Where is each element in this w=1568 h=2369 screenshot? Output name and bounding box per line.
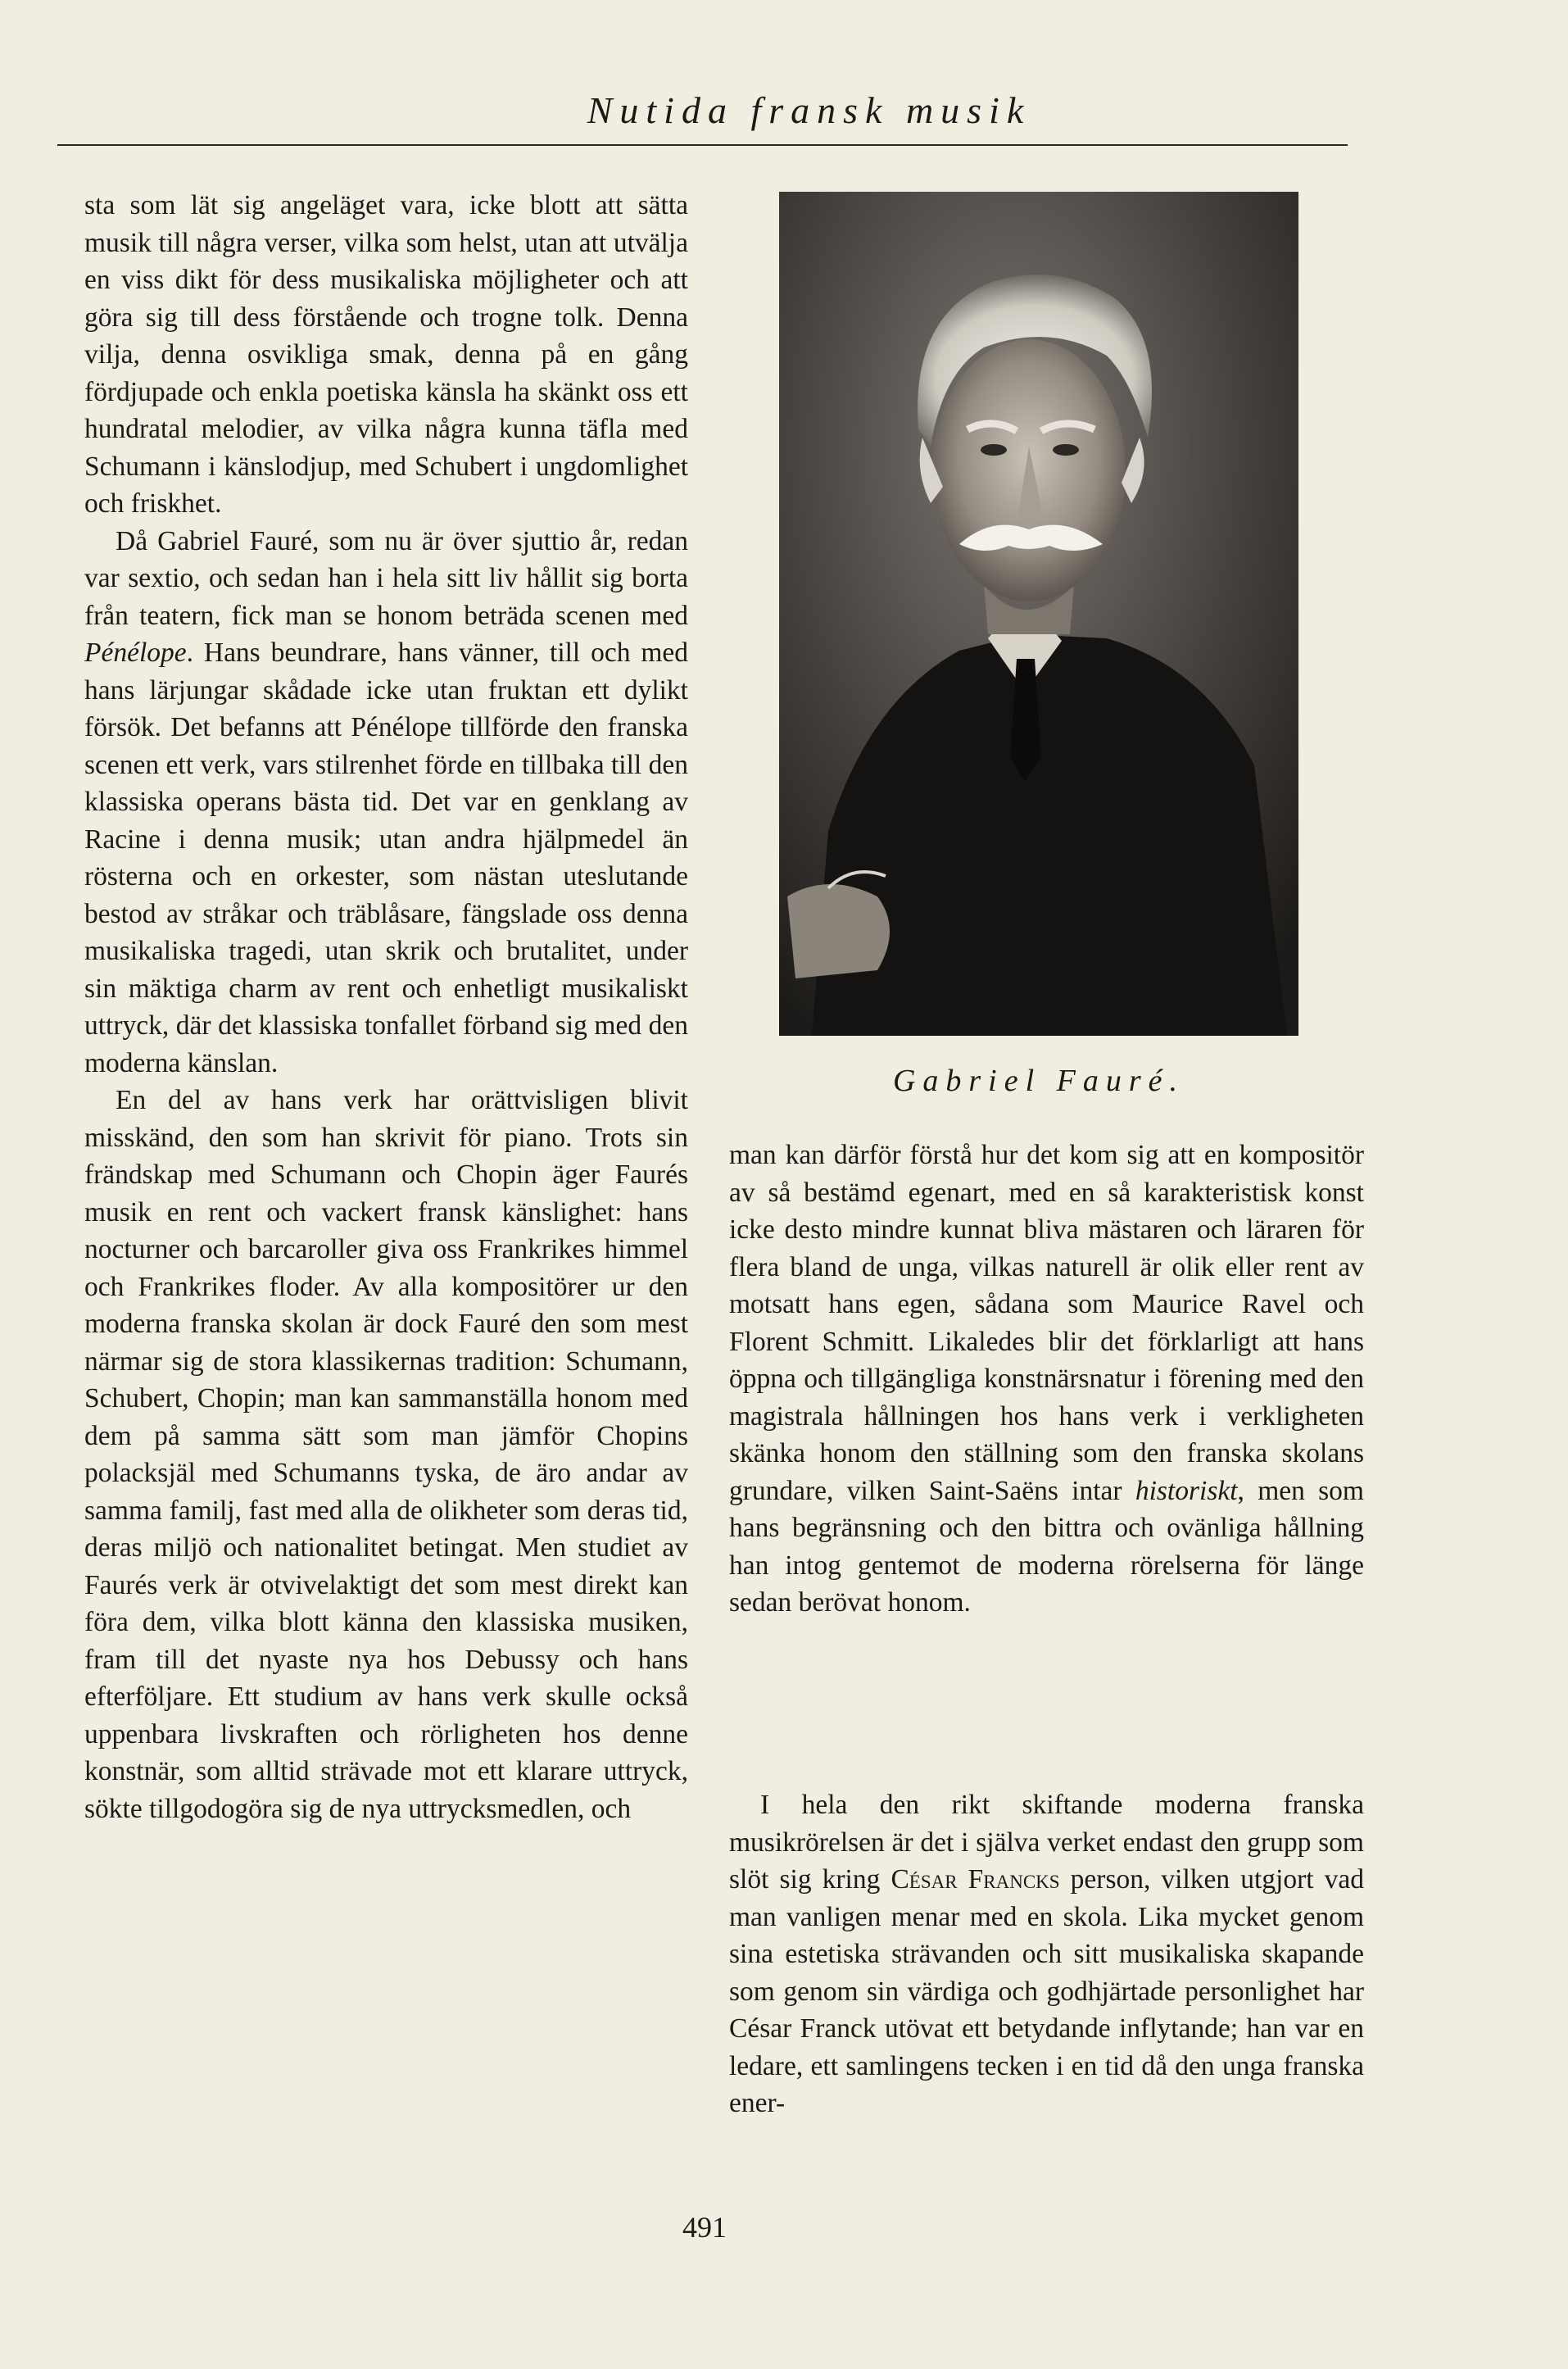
text-run: man kan därför förstå hur det kom sig att en kompositör av så bestämd egenart, med en så karakteristisk konst icke desto mindre kunnat bliva mästaren och läraren för flera bland de unga, vilkas naturell är olik eller rent av motsatt hans egen, sådana som Maurice Ravel och Florent Schmitt. Likaledes blir det förklarligt att hans öppna och tillgängliga konstnärsnatur i förening med den magistrala hållningen hos hans verk i verkligheten skänka honom den ställning som den franska skolans grundare, vilken Saint-Saëns intar [729,1140,1364,1506]
running-header [57,88,1348,132]
emphasis: historiskt [1135,1475,1238,1506]
text-run: . Hans beundrare, hans vänner, till och med hans lärjungar skådade icke utan fruktan ett dylikt försök. Det befanns att Pénélope tillförde den franska scenen ett verk, vars stilrenhet förde en tillbaka till den klassiska operans bästa tid. Det var en genklang av Racine i denna musik; utan andra hjälpmedel än rösterna och en orkester, som nästan uteslutande bestod av stråkar och träblåsare, fängslade oss denna musikaliska tragedi, utan skrik och brutalitet, under sin mäktiga charm av rent och enhetligt musikaliskt uttryck, där det klassiska tonfallet förband sig med den moderna känslan. [84,638,688,1078]
text-run: person, vilken utgjort vad man vanligen menar med en skola. Lika mycket genom sina estetiska strävanden och sitt musikaliska skapande som genom sin värdiga och godhjärtade personlighet har César Franck utövat ett betydande inflytande; han var en ledare, ett samlingens tecken i en tid då den unga franska ener- [729,1864,1364,2118]
text-run: I hela den rikt skiftande moderna franska musikrörelsen är det i själva verket endast den grupp som slöt sig kring [729,1790,1364,1895]
paragraph [729,1786,1364,2122]
portrait-photo [779,192,1298,1036]
left-column [84,187,688,1827]
photo-caption: Gabriel Fauré. [892,1064,1185,1098]
page-number: 491 [682,2211,727,2244]
paragraph: En del av hans verk har orättvisligen blivit misskänd, den som han skrivit för piano. Trots sin frändskap med Schumann och Chopin äger Faurés musik en rent och vackert fransk känslighet: hans nocturner och barcaroller giva oss Frankrikes himmel och Frankrikes floder. Av alla kompositörer ur den moderna franska skolan är dock Fauré den som mest närmar sig de stora klassikernas tradition: Schumann, Schubert, Chopin; man kan sammanställa honom med dem på samma sätt som man jämför Chopins polacksjäl med Schumanns tyska, de äro andar av samma familj, fast med alla de olikheter som deras tid, deras miljö och nationalitet betingat. Men studiet av Faurés verk är otvivelaktigt det som mest direkt kan föra dem, vilka blott känna den klassiska musiken, fram till det nyaste nya hos Debussy och hans efterföljare. Ett studium av hans verk skulle också uppenbara livskraften och rörligheten hos denne konstnär, som alltid strävade mot ett klarare uttryck, sökte tillgodogöra sig de nya uttrycksmedlen, och [84,1085,688,1824]
right-column-continued [729,1786,1364,2122]
right-column [729,1137,1364,1622]
name-small-caps: César Francks [890,1864,1060,1895]
header-title: Nutida fransk musik [587,89,1031,131]
text-run: Då Gabriel Fauré, som nu är över sjuttio år, redan var sextio, och sedan han i hela sitt liv hållit sig borta från teatern, fick man se honom beträda scenen med [84,525,688,631]
paragraph: sta som lät sig angeläget vara, icke blott att sätta musik till några verser, vilka som helst, utan att utvälja en viss dikt för dess musikaliska möjligheter och att göra sig till dess förstående och trogne tolk. Denna vilja, denna osvikliga smak, denna på en gång fördjupade och enkla poetiska känsla ha skänkt oss ett hundratal melodier, av vilka några kunna täfla med Schumann i känslodjup, med Schubert i ungdomlighet och friskhet. [84,190,688,519]
work-title: Pénélope [84,638,187,668]
text-run: , men som hans begränsning och den bittra och ovänliga hållning han intog gentemot de moderna rörelserna för länge sedan berövat honom. [729,1475,1364,1618]
paragraph [84,523,688,1082]
paragraph [729,1137,1364,1622]
header-rule [57,144,1348,146]
